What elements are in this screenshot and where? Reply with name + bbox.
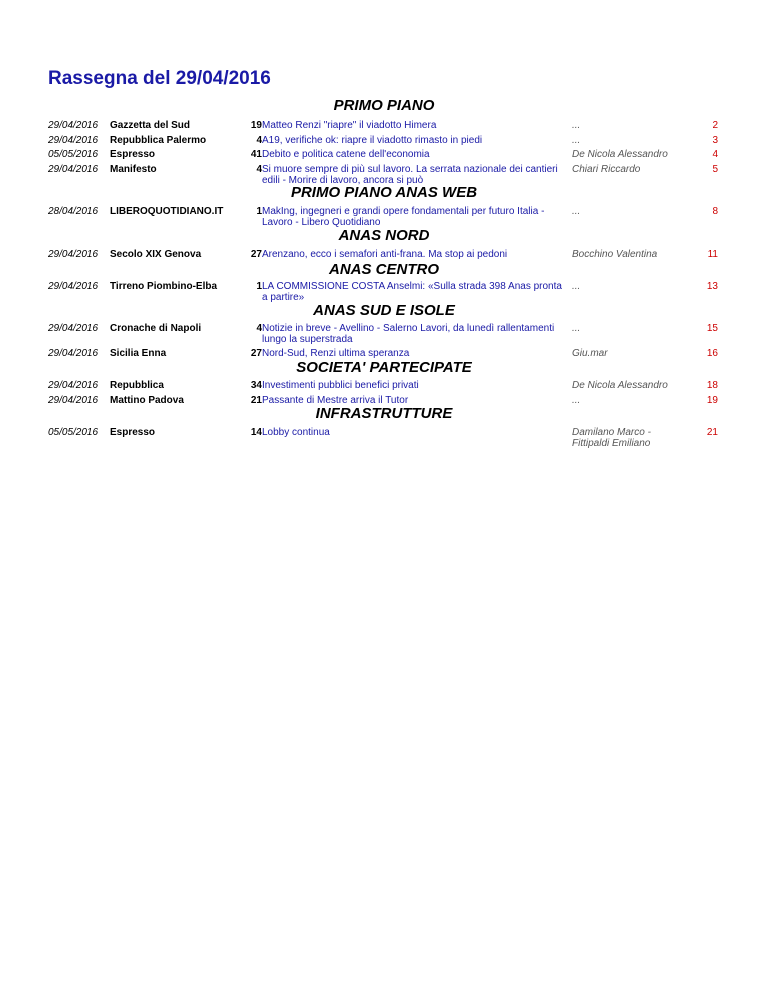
row-date: 29/04/2016 [48, 323, 99, 334]
row-date: 29/04/2016 [48, 120, 99, 131]
row-source-page: 1 [256, 206, 262, 217]
row-author: ... [572, 120, 581, 131]
row-source: Mattino Padova [110, 395, 184, 406]
row-source: Manifesto [110, 164, 157, 175]
row-page-number[interactable]: 18 [706, 380, 718, 391]
row-headline-link[interactable]: Investimenti pubblici benefici privati [262, 380, 419, 391]
section-heading: INFRASTRUTTURE [315, 405, 453, 422]
row-author: Chiari Riccardo [572, 164, 641, 175]
row-date: 29/04/2016 [48, 135, 99, 146]
row-page-number[interactable]: 4 [712, 149, 718, 160]
row-source: Secolo XIX Genova [110, 249, 202, 260]
row-page-number[interactable]: 5 [712, 164, 718, 175]
row-page-number[interactable]: 19 [706, 395, 718, 406]
row-date: 29/04/2016 [48, 380, 99, 391]
row-source-page: 34 [250, 380, 262, 391]
row-source-page: 27 [250, 348, 262, 359]
row-source-page: 4 [256, 323, 262, 334]
row-source-page: 4 [256, 164, 262, 175]
row-page-number[interactable]: 2 [712, 120, 718, 131]
row-headline-link[interactable]: Notizie in breve - Avellino - Salerno Lavori, da lunedì rallentamenti lungo la superstrada [262, 323, 555, 345]
article-row [0, 427, 768, 457]
row-headline-link[interactable]: Nord-Sud, Renzi ultima speranza [262, 348, 410, 359]
row-source: Espresso [110, 427, 156, 438]
row-date: 28/04/2016 [48, 206, 99, 217]
row-date: 29/04/2016 [48, 164, 99, 175]
row-author: ... [572, 206, 581, 217]
row-date: 29/04/2016 [48, 395, 99, 406]
row-source: Tirreno Piombino-Elba [110, 281, 218, 292]
row-headline-link[interactable]: MakIng, ingegneri e grandi opere fondamentali per futuro Italia - Lavoro - Libero Quotidiano [262, 206, 545, 228]
row-source-page: 19 [250, 120, 262, 131]
row-page-number[interactable]: 21 [706, 427, 718, 438]
row-author: Giu.mar [572, 348, 608, 359]
row-page-number[interactable]: 8 [712, 206, 718, 217]
row-page-number[interactable]: 13 [706, 281, 718, 292]
row-source: Sicilia Enna [110, 348, 167, 359]
row-page-number[interactable]: 16 [706, 348, 718, 359]
row-author: Bocchino Valentina [572, 249, 658, 260]
row-date: 29/04/2016 [48, 281, 99, 292]
section-heading: SOCIETA' PARTECIPATE [296, 359, 472, 376]
row-headline-link[interactable]: LA COMMISSIONE COSTA Anselmi: «Sulla strada 398 Anas pronta a partire» [262, 281, 562, 303]
row-headline-link[interactable]: Lobby continua [262, 427, 330, 438]
page-title: Rassegna del 29/04/2016 [48, 68, 271, 89]
row-source-page: 1 [256, 281, 262, 292]
row-source: Repubblica [110, 380, 164, 391]
row-source-page: 21 [250, 395, 262, 406]
row-source-page: 14 [250, 427, 262, 438]
row-source-page: 41 [250, 149, 262, 160]
row-headline-link[interactable]: Matteo Renzi "riapre" il viadotto Himera [262, 120, 437, 131]
row-headline-link[interactable]: Debito e politica catene dell'economia [262, 149, 430, 160]
row-source: Cronache di Napoli [110, 323, 202, 334]
section-heading: PRIMO PIANO ANAS WEB [290, 184, 478, 201]
row-author: De Nicola Alessandro [572, 380, 668, 391]
row-page-number[interactable]: 15 [706, 323, 718, 334]
row-date: 05/05/2016 [48, 427, 99, 438]
row-date: 29/04/2016 [48, 249, 99, 260]
row-source: Repubblica Palermo [110, 135, 207, 146]
row-date: 29/04/2016 [48, 348, 99, 359]
section-heading: ANAS CENTRO [328, 261, 439, 278]
row-author: ... [572, 323, 581, 334]
row-source-page: 27 [250, 249, 262, 260]
section-heading: ANAS NORD [338, 227, 430, 244]
row-author: ... [572, 135, 581, 146]
row-author: ... [572, 281, 581, 292]
row-author: Damilano Marco - Fittipaldi Emiliano [572, 427, 651, 449]
row-author: ... [572, 395, 581, 406]
row-date: 05/05/2016 [48, 149, 99, 160]
row-page-number[interactable]: 11 [707, 249, 718, 260]
row-headline-link[interactable]: Si muore sempre di più sul lavoro. La serrata nazionale dei cantieri edili - Morire di lavoro, ancora si può [262, 164, 558, 186]
row-page-number[interactable]: 3 [712, 135, 718, 146]
row-source: Espresso [110, 149, 156, 160]
section-heading: ANAS SUD E ISOLE [313, 302, 455, 319]
row-source: Gazzetta del Sud [110, 120, 191, 131]
row-headline-link[interactable]: A19, verifiche ok: riapre il viadotto rimasto in piedi [262, 135, 483, 146]
row-source-page: 4 [256, 135, 262, 146]
section-heading: PRIMO PIANO [333, 97, 435, 114]
row-author: De Nicola Alessandro [572, 149, 668, 160]
row-headline-link[interactable]: Arenzano, ecco i semafori anti-frana. Ma stop ai pedoni [262, 249, 508, 260]
row-headline-link[interactable]: Passante di Mestre arriva il Tutor [262, 395, 409, 406]
row-source: LIBEROQUOTIDIANO.IT [110, 206, 224, 217]
